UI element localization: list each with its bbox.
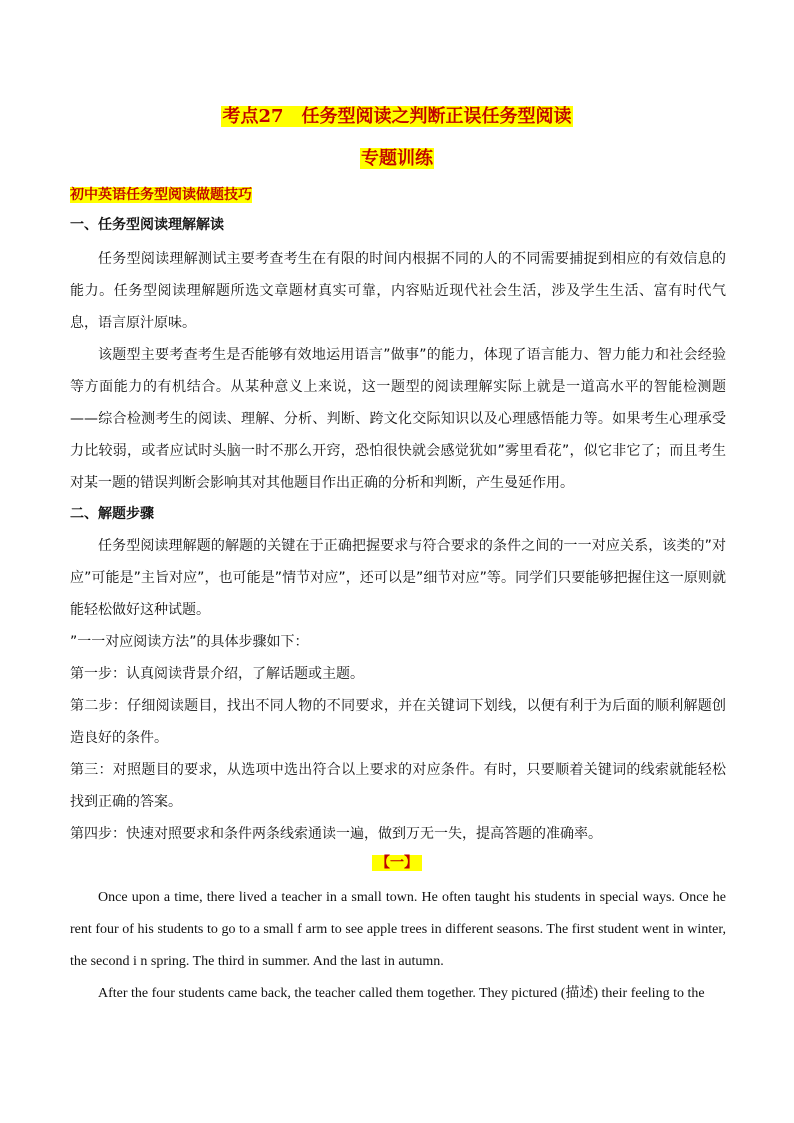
part1-paragraph-2: 该题型主要考查考生是否能够有效地运用语言”做事”的能力，体现了语言能力、智力能力和社会经验等方面能力的有机结合。从某种意义上来说，这一题型的阅读理解实际上就是一道高水平的智能检测题——综合检测考生的阅读、理解、分析、判断、跨文化交际知识以及心理感悟能力等。如果考生心理承受力比较弱，或者应试时头脑一时不那么开窍，恐怕很快就会感觉犹如”雾里看花”，似它非它了；而且考生对某一题的错误判断会影响其对其他题目作出正确的分析和判断，产生曼延作用。: [70, 347, 726, 491]
part2-heading: 二、解题步骤: [70, 506, 154, 522]
passage-paragraph-2: After the four students came back, the teacher called them together. They pictured (描述) their feeling to the: [98, 986, 705, 1001]
part1-heading: 一、任务型阅读理解解读: [70, 217, 224, 233]
step-1: 第一步：认真阅读背景介绍，了解话题或主题。: [70, 666, 364, 682]
step-4: 第四步：快速对照要求和条件两条线索通读一遍，做到万无一失，提高答题的准确率。: [70, 826, 602, 842]
section-label-text: 初中英语任务型阅读做题技巧: [70, 187, 252, 203]
passage-paragraph-1: Once upon a time, there lived a teacher in a small town. He often taught his students in special ways. Once he rent four of his students to go to a small f arm to see apple trees in different seasons. The first student went in winter, the second i n spring. The third in summer. And the last in autumn.: [70, 890, 726, 969]
passage-marker: [0, 850, 794, 876]
subtitle-text: 专题训练: [361, 148, 433, 169]
section-label: [70, 184, 252, 206]
part2-paragraph-1: 任务型阅读理解题的解题的关键在于正确把握要求与符合要求的条件之间的一一对应关系，该类的”对应”可能是”主旨对应”，也可能是”情节对应”，还可以是”细节对应”等。同学们只要能够把握住这一原则就能轻松做好这种试题。: [70, 538, 726, 618]
title-text: 考点27 任务型阅读之判断正误任务型阅读: [222, 106, 572, 127]
step-2: 第二步：仔细阅读题目，找出不同人物的不同要求，并在关键词下划线，以便有利于为后面的顺利解题创造良好的条件。: [70, 698, 726, 746]
page-title: [0, 104, 794, 130]
step-3: 第三：对照题目的要求，从选项中选出符合以上要求的对应条件。有时，只要顺着关键词的线索就能轻松找到正确的答案。: [70, 762, 726, 810]
passage-marker-text: 【一】: [372, 855, 422, 871]
part2-paragraph-2: ”一一对应阅读方法”的具体步骤如下：: [70, 634, 309, 650]
part1-paragraph-1: 任务型阅读理解测试主要考查考生在有限的时间内根据不同的人的不同需要捕捉到相应的有效信息的能力。任务型阅读理解题所选文章题材真实可靠，内容贴近现代社会生活，涉及学生生活、富有时代气息，语言原汁原味。: [70, 251, 726, 331]
page-subtitle: [0, 146, 794, 172]
